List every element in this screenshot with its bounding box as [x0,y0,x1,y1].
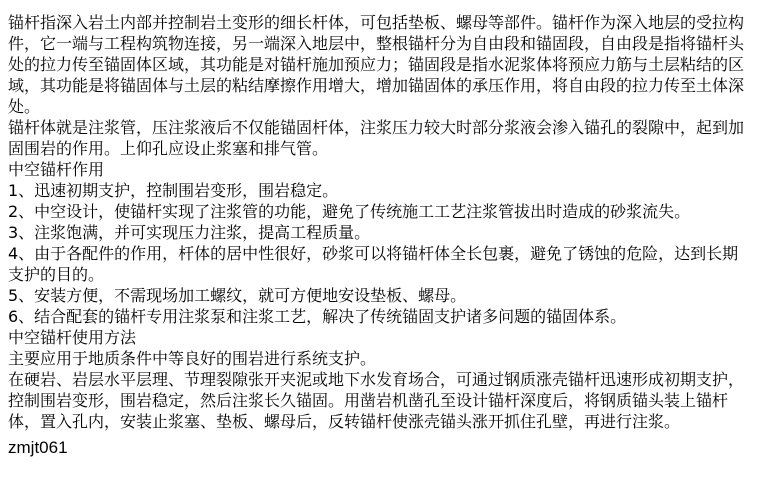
watermark-code: zmjt061 [8,438,68,457]
list-item-1: 1、迅速初期支护，控制围岩变形，围岩稳定。 [8,181,339,200]
list-item-5: 5、安装方便，不需现场加工螺纹，就可方便地安设垫板、螺母。 [8,286,467,305]
paragraph-anchor-rod-definition: 锚杆指深入岩土内部并控制岩土变形的细长杆体，可包括垫板、螺母等部件。锚杆作为深入地层的受拉构件，它一端与工程构筑物连接，另一端深入地层中，整根锚杆分为自由段和锚固段，自由段是指将锚杆头处的拉力传至锚固体区域，其功能是对锚杆施加预应力；锚固段是指水泥浆体将预应力筋与土层粘结的区域，其功能是将锚固体与土层的粘结摩擦作用增大，增加锚固体的承压作用，将自由段的拉力传至土体深处。 [8,13,745,116]
list-item-3: 3、注浆饱满，并可实现压力注浆，提高工程质量。 [8,223,371,242]
list-item-4: 4、由于各配件的作用，杆体的居中性很好，砂浆可以将锚杆体全长包裹，避免了锈蚀的危险，达到长期支护的目的。 [8,244,739,284]
paragraph-grouting-pipe: 锚杆体就是注浆管，压注浆液后不仅能锚固杆体，注浆压力较大时部分浆液会渗入锚孔的裂隙中，起到加固围岩的作用。上仰孔应设止浆塞和排气管。 [8,118,745,158]
heading-hollow-anchor-function: 中空锚杆作用 [8,160,105,179]
list-item-6: 6、结合配套的锚杆专用注浆泵和注浆工艺，解决了传统锚固支护诸多问题的锚固体系。 [8,307,627,326]
paragraph-application-scope: 主要应用于地质条件中等良好的围岩进行系统支护。 [8,349,377,368]
heading-hollow-anchor-usage: 中空锚杆使用方法 [8,328,137,347]
paragraph-installation-procedure: 在硬岩、岩层水平层理、节理裂隙张开夹泥或地下水发育场合，可通过钢质涨壳锚杆迅速形成初期支护，控制围岩变形，围岩稳定，然后注浆长久锚固。用凿岩机凿孔至设计锚杆深度后，将钢质锚头装上锚杆体，置入孔内，安装止浆塞、垫板、螺母后，反转锚杆使涨壳锚头涨开抓住孔壁，再进行注浆。 [8,370,745,431]
list-item-2: 2、中空设计，使锚杆实现了注浆管的功能，避免了传统施工工艺注浆管拔出时造成的砂浆流失。 [8,202,691,221]
